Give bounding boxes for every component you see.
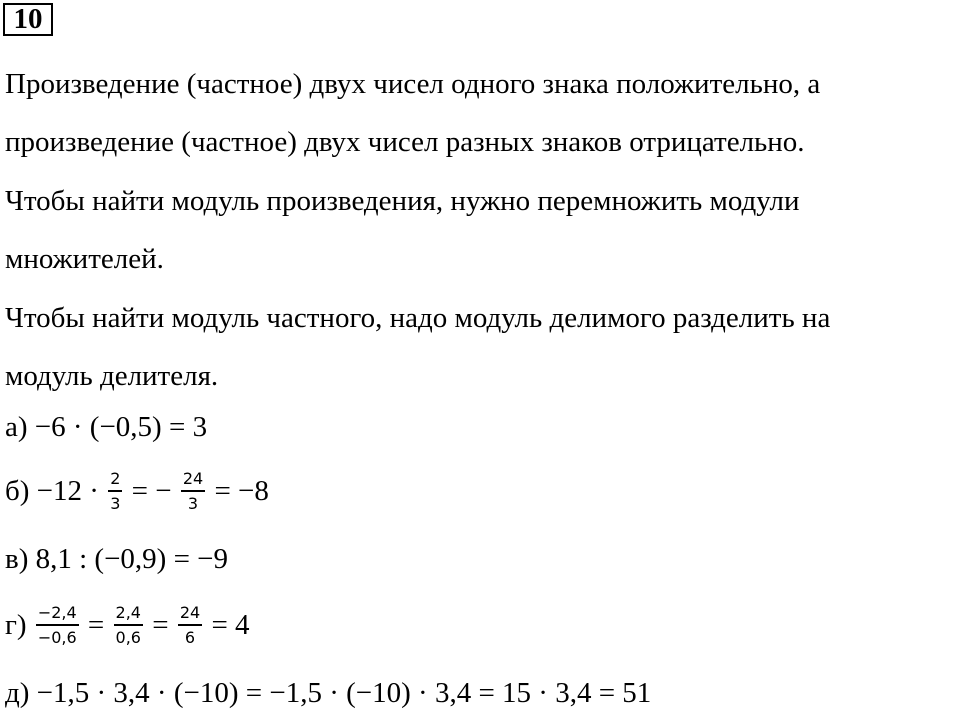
example-b-suffix: = −8: [207, 474, 269, 507]
theory-line-4: множителей.: [5, 243, 164, 275]
theory-line-1: Произведение (частное) двух чисел одного знака положительно, а: [5, 68, 821, 100]
fraction-denominator: −0,6: [37, 627, 77, 647]
theory-line-5: Чтобы найти модуль частного, надо модуль делимого разделить на: [5, 302, 831, 334]
fraction-numerator: 2,4: [115, 603, 141, 623]
theory-line-2: произведение (частное) двух чисел разных знаков отрицательно.: [5, 126, 805, 158]
fraction-numerator: −2,4: [37, 603, 77, 623]
example-g-fraction-2: [114, 603, 143, 647]
example-d-text: д) −1,5 · 3,4 · (−10) = −1,5 · (−10) · 3,4 = 15 · 3,4 = 51: [5, 676, 652, 709]
example-v: [5, 534, 228, 584]
example-g-suffix: = 4: [204, 608, 250, 641]
fraction-numerator: 24: [182, 469, 204, 489]
example-v-text: в) 8,1 : (−0,9) = −9: [5, 542, 229, 575]
example-a: [5, 402, 207, 452]
fraction-denominator: 0,6: [115, 627, 141, 647]
example-a-text: а) −6 · (−0,5) = 3: [5, 410, 208, 443]
example-g-equals-2: =: [144, 608, 176, 641]
theory-line-6: модуль делителя.: [5, 360, 219, 392]
example-g-fraction-1: [36, 603, 79, 647]
task-number-box: 10: [3, 3, 53, 36]
example-b-fraction-1: [108, 469, 122, 513]
example-g-fraction-3: [178, 603, 202, 647]
fraction-numerator: 2: [110, 469, 121, 489]
fraction-denominator: 6: [184, 627, 196, 647]
example-b-middle: = −: [124, 474, 179, 507]
fraction-denominator: 3: [110, 493, 121, 513]
example-g-equals-1: =: [80, 608, 112, 641]
theory-line-3: Чтобы найти модуль произведения, нужно перемножить модули: [5, 185, 800, 217]
example-b-prefix: б) −12 ·: [5, 474, 107, 507]
example-b-fraction-2: [181, 469, 205, 513]
example-b: [5, 466, 269, 516]
fraction-numerator: 24: [179, 603, 201, 623]
example-g-prefix: г): [5, 608, 34, 641]
example-g: [5, 600, 250, 650]
fraction-denominator: 3: [187, 493, 199, 513]
example-d: [5, 668, 651, 718]
